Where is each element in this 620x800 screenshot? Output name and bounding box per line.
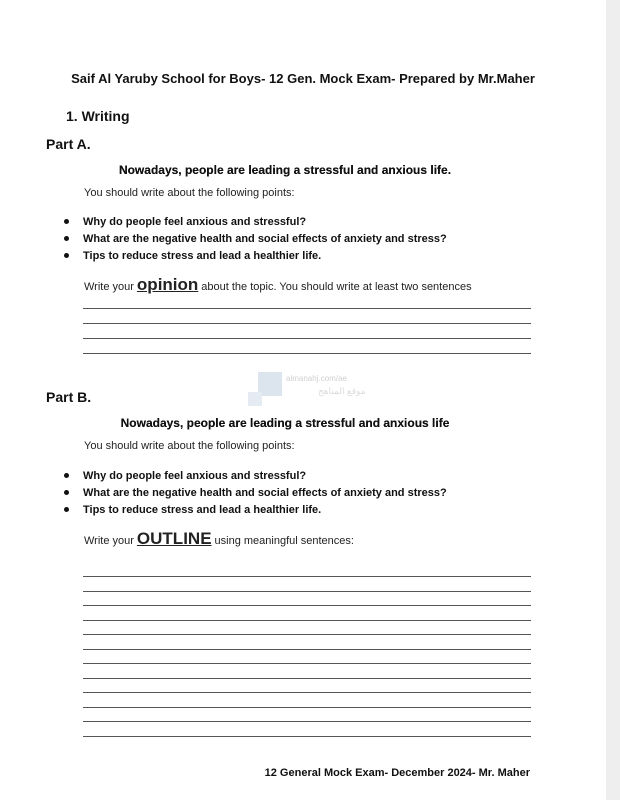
list-item (64, 213, 447, 230)
page-footer: 12 General Mock Exam- December 2024- Mr. Maher (264, 767, 530, 779)
answer-line[interactable] (83, 649, 531, 650)
list-item (64, 247, 447, 264)
answer-line[interactable] (83, 605, 531, 606)
answer-line[interactable] (83, 323, 531, 324)
list-item (64, 467, 447, 484)
answer-line[interactable] (83, 353, 531, 354)
write-suffix: about the topic. You should write at least two sentences (201, 281, 472, 293)
list-item (64, 230, 447, 247)
part-b-bullet-list (64, 467, 447, 518)
answer-line[interactable] (83, 620, 531, 621)
answer-line[interactable] (83, 692, 531, 693)
answer-line[interactable] (83, 591, 531, 592)
list-item (64, 501, 447, 518)
bullet-text: What are the negative health and social effects of anxiety and stress? (83, 486, 447, 499)
write-keyword-opinion: opinion (136, 275, 199, 294)
part-a-instruction: You should write about the following points: (84, 187, 295, 199)
watermark-text-arabic: موقع المناهج (318, 386, 366, 396)
bullet-icon (64, 236, 69, 241)
bullet-text: Tips to reduce stress and lead a healthier life. (83, 249, 322, 262)
answer-line[interactable] (83, 678, 531, 679)
write-prefix: Write your (84, 535, 134, 547)
bullet-icon (64, 219, 69, 224)
answer-line[interactable] (83, 736, 531, 737)
bullet-icon (64, 507, 69, 512)
part-b-prompt: Nowadays, people are leading a stressful and anxious life (120, 416, 450, 430)
bullet-text: Tips to reduce stress and lead a healthier life. (83, 503, 322, 516)
bullet-text: What are the negative health and social effects of anxiety and stress? (83, 232, 447, 245)
bullet-text: Why do people feel anxious and stressful? (83, 469, 307, 482)
answer-line[interactable] (83, 338, 531, 339)
part-a-write-instruction (84, 277, 472, 293)
write-prefix: Write your (84, 281, 134, 293)
bullet-icon (64, 490, 69, 495)
bullet-icon (64, 253, 69, 258)
part-b-title: Part B. (46, 389, 92, 405)
watermark-text: almanahj.com/ae (286, 374, 347, 383)
write-suffix: using meaningful sentences: (214, 535, 354, 547)
bullet-icon (64, 473, 69, 478)
part-a-bullet-list (64, 213, 447, 264)
answer-line[interactable] (83, 707, 531, 708)
part-b-instruction: You should write about the following points: (84, 440, 295, 452)
answer-line[interactable] (83, 663, 531, 664)
part-b-write-instruction (84, 531, 354, 547)
part-a-prompt: Nowadays, people are leading a stressful and anxious life. (118, 163, 452, 177)
answer-line[interactable] (83, 721, 531, 722)
part-a-title: Part A. (46, 136, 91, 152)
watermark-square-icon (248, 392, 262, 406)
answer-line[interactable] (83, 634, 531, 635)
list-item (64, 484, 447, 501)
write-keyword-outline: OUTLINE (136, 529, 212, 548)
answer-line[interactable] (83, 576, 531, 577)
bullet-text: Why do people feel anxious and stressful? (83, 215, 307, 228)
exam-header: Saif Al Yaruby School for Boys- 12 Gen. Mock Exam- Prepared by Mr.Maher (71, 71, 535, 86)
watermark-logo (258, 372, 378, 422)
section-title-writing: 1. Writing (66, 108, 130, 124)
answer-line[interactable] (83, 308, 531, 309)
